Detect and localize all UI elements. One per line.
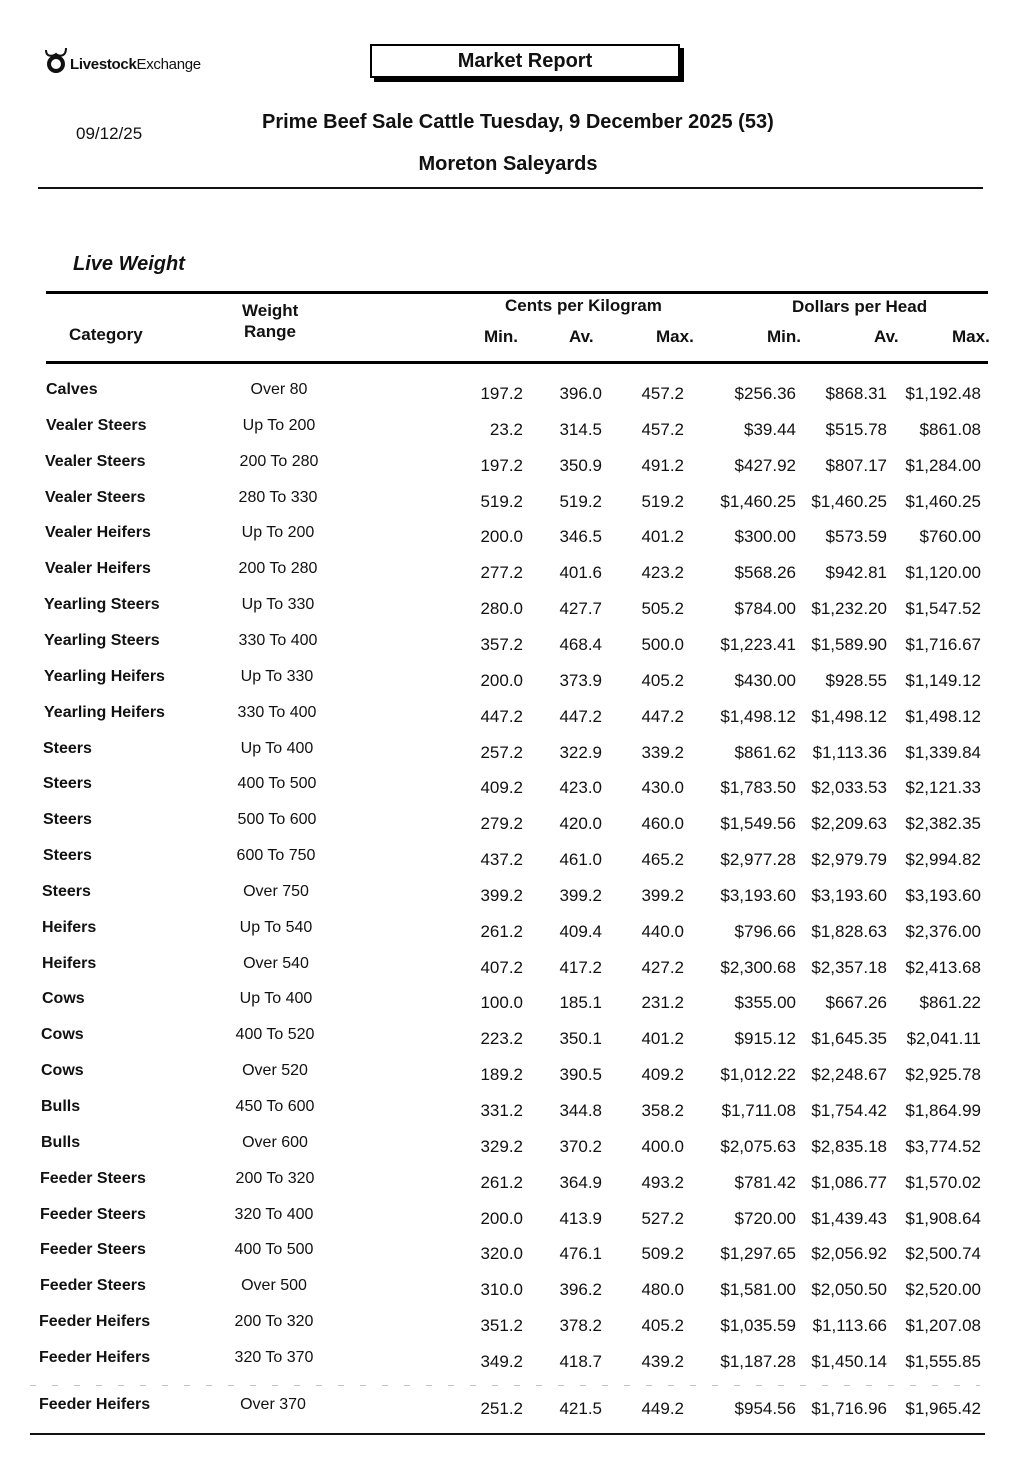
col-header-dollars-max: Max.	[952, 327, 990, 346]
cell-dollars-max: $2,925.78	[905, 1065, 981, 1085]
table-row	[0, 704, 1033, 740]
cell-dollars-min: $1,187.28	[720, 1351, 796, 1371]
cell-cents-av: 396.2	[559, 1280, 602, 1300]
cell-category: Cows	[42, 990, 85, 1008]
table-row	[0, 811, 1033, 847]
cell-dollars-min: $796.66	[734, 921, 796, 941]
col-group-dollars-per-head: Dollars per Head	[792, 297, 928, 316]
cell-dollars-max: $2,041.11	[906, 1029, 981, 1049]
col-header-category: Category	[69, 325, 143, 344]
table-row	[0, 1134, 1033, 1170]
table-row	[0, 1170, 1033, 1206]
cell-weight-range: Up To 400	[240, 739, 314, 757]
cell-cents-min: 223.2	[480, 1029, 523, 1049]
cell-category: Feeder Heifers	[39, 1348, 151, 1366]
cell-cents-max: 401.2	[641, 527, 684, 547]
cell-dollars-min: $2,300.68	[720, 957, 796, 977]
cell-cents-min: 329.2	[480, 1136, 523, 1156]
cell-category: Calves	[46, 381, 98, 398]
col-header-cents-min: Min.	[484, 327, 518, 346]
cell-weight-range: Up To 330	[241, 596, 315, 614]
cell-dollars-min: $427.92	[734, 455, 796, 475]
cell-dollars-av: $1,589.90	[811, 634, 887, 654]
report-date: 09/12/25	[76, 124, 143, 143]
cell-category: Yearling Heifers	[44, 667, 165, 685]
cell-weight-range: 280 To 330	[238, 488, 318, 506]
cell-cents-av: 476.1	[559, 1244, 602, 1264]
cell-dollars-max: $2,994.82	[905, 850, 981, 870]
cell-cents-max: 405.2	[641, 670, 684, 690]
cell-dollars-max: $1,460.25	[905, 491, 981, 511]
table-bottom-rule	[30, 1433, 985, 1435]
cell-cents-av: 346.5	[559, 527, 602, 547]
cell-category: Vealer Heifers	[45, 560, 151, 578]
cell-cents-max: 509.2	[641, 1244, 684, 1264]
table-header-top-rule	[46, 291, 988, 294]
cell-dollars-max: $3,193.60	[905, 885, 981, 905]
cell-cents-av: 468.4	[559, 634, 602, 654]
cell-dollars-max: $1,192.48	[905, 384, 981, 403]
cell-category: Feeder Steers	[40, 1241, 146, 1259]
cell-cents-max: 500.0	[641, 634, 684, 654]
cell-weight-range: Over 520	[242, 1062, 308, 1080]
cell-cents-av: 461.0	[559, 850, 602, 870]
venue-name: Moreton Saleyards	[418, 153, 598, 175]
table-row	[0, 1026, 1033, 1062]
cell-dollars-min: $1,581.00	[720, 1280, 796, 1300]
sale-title: Prime Beef Sale Cattle Tuesday, 9 December 2025 (53)	[262, 111, 774, 133]
cell-dollars-av: $2,050.50	[811, 1280, 887, 1300]
cell-cents-av: 423.0	[559, 778, 602, 798]
cell-dollars-min: $1,297.65	[720, 1244, 796, 1264]
cell-dollars-av: $515.78	[825, 419, 887, 439]
cell-category: Vealer Steers	[45, 452, 146, 470]
cell-category: Feeder Steers	[40, 1169, 146, 1187]
table-row	[0, 489, 1033, 525]
cell-weight-range: Up To 400	[239, 990, 313, 1008]
cell-cents-max: 457.2	[641, 419, 684, 439]
cell-cents-av: 370.2	[559, 1136, 602, 1156]
header-divider	[38, 187, 983, 189]
table-row	[0, 990, 1033, 1026]
table-row	[0, 668, 1033, 704]
table-row	[0, 560, 1033, 596]
cell-cents-min: 197.2	[480, 384, 523, 403]
cell-category: Bulls	[41, 1133, 81, 1151]
col-header-cents-av: Av.	[569, 327, 594, 346]
table-row	[0, 524, 1033, 560]
cell-dollars-av: $2,979.79	[811, 850, 887, 870]
cell-cents-max: 440.0	[641, 921, 684, 941]
cell-dollars-min: $1,012.22	[720, 1065, 796, 1085]
cell-cents-max: 447.2	[641, 706, 684, 726]
cell-dollars-av: $1,645.35	[811, 1029, 887, 1049]
col-header-weight: Weight	[242, 301, 299, 320]
cell-dollars-min: $2,977.28	[720, 850, 796, 870]
cell-dollars-min: $430.00	[734, 670, 796, 690]
cell-cents-min: 100.0	[480, 993, 523, 1013]
cell-dollars-av: $942.81	[825, 563, 887, 583]
cell-cents-max: 423.2	[641, 563, 684, 583]
cell-dollars-max: $1,120.00	[905, 563, 981, 583]
cell-cents-av: 322.9	[559, 742, 602, 762]
table-row	[0, 919, 1033, 955]
cell-cents-av: 413.9	[559, 1208, 602, 1228]
cell-dollars-min: $3,193.60	[720, 885, 796, 905]
cell-cents-min: 197.2	[480, 455, 523, 475]
cell-dollars-av: $2,835.18	[811, 1136, 887, 1156]
table-row	[0, 1241, 1033, 1277]
table-row	[0, 632, 1033, 668]
cell-dollars-max: $1,555.85	[905, 1351, 981, 1371]
cell-weight-range: Up To 200	[242, 416, 316, 434]
cell-weight-range: Up To 200	[241, 524, 315, 542]
cell-weight-range: 200 To 320	[234, 1313, 314, 1331]
cell-cents-av: 519.2	[559, 491, 602, 511]
cell-weight-range: Over 750	[243, 882, 309, 900]
cell-dollars-max: $1,908.64	[905, 1208, 981, 1228]
cell-cents-min: 447.2	[480, 706, 523, 726]
cell-weight-range: Up To 540	[239, 918, 313, 936]
cell-dollars-max: $2,520.00	[905, 1280, 981, 1300]
cell-cents-max: 505.2	[641, 599, 684, 619]
table-row	[0, 847, 1033, 883]
cell-cents-max: 439.2	[641, 1351, 684, 1371]
cell-cents-max: 449.2	[641, 1399, 684, 1418]
cell-dollars-min: $1,035.59	[720, 1316, 796, 1336]
cell-cents-min: 310.0	[480, 1280, 523, 1300]
cell-cents-av: 350.9	[559, 455, 602, 475]
cell-category: Bulls	[41, 1098, 81, 1115]
cell-dollars-max: $760.00	[919, 527, 981, 547]
cell-cents-min: 23.2	[489, 419, 523, 439]
cell-category: Vealer Steers	[45, 488, 146, 506]
report-label-text: Market Report	[457, 49, 593, 72]
cell-dollars-av: $807.17	[825, 455, 887, 475]
cell-cents-av: 399.2	[559, 885, 602, 905]
cell-cents-max: 358.2	[641, 1101, 684, 1120]
cell-cents-max: 519.2	[641, 491, 684, 511]
cell-cents-av: 401.6	[559, 563, 602, 583]
cell-dollars-max: $1,864.99	[905, 1101, 981, 1120]
cell-category: Yearling Steers	[44, 631, 160, 649]
table-row	[0, 883, 1033, 919]
cell-cents-max: 491.2	[641, 455, 684, 475]
cell-weight-range: 330 To 400	[237, 703, 317, 721]
cell-cents-min: 200.0	[480, 1208, 523, 1228]
cell-cents-min: 349.2	[480, 1351, 523, 1371]
cell-cents-min: 407.2	[480, 957, 523, 977]
cell-weight-range: 320 To 400	[234, 1205, 314, 1223]
cell-cents-max: 427.2	[641, 957, 684, 977]
cell-cents-min: 261.2	[480, 1172, 523, 1192]
col-group-cents-per-kg: Cents per Kilogram	[505, 296, 662, 315]
cell-cents-av: 373.9	[559, 670, 602, 690]
cell-dollars-av: $1,439.43	[811, 1208, 887, 1228]
cell-cents-max: 400.0	[641, 1136, 684, 1156]
cell-dollars-min: $39.44	[744, 419, 796, 439]
cell-weight-range: Over 540	[243, 954, 309, 972]
cell-category: Steers	[43, 775, 92, 793]
cell-category: Steers	[43, 811, 92, 829]
cell-weight-range: 400 To 520	[235, 1026, 315, 1044]
cell-weight-range: Over 600	[242, 1133, 308, 1151]
cell-cents-av: 364.9	[559, 1172, 602, 1192]
cell-cents-av: 447.2	[559, 706, 602, 726]
cell-dollars-av: $1,113.66	[812, 1316, 887, 1336]
cell-dollars-av: $3,193.60	[811, 885, 887, 905]
cell-cents-max: 339.2	[641, 742, 684, 762]
cell-category: Cows	[41, 1026, 84, 1044]
cell-dollars-min: $1,460.25	[720, 491, 796, 511]
cell-cents-max: 405.2	[641, 1316, 684, 1336]
cell-cents-av: 314.5	[559, 419, 602, 439]
cell-dollars-av: $2,209.63	[811, 814, 887, 834]
cell-cents-min: 357.2	[480, 634, 523, 654]
table-row	[0, 381, 1033, 417]
cell-dollars-av: $1,716.96	[811, 1399, 887, 1418]
cell-cents-min: 261.2	[480, 921, 523, 941]
cell-cents-av: 427.7	[559, 599, 602, 619]
cell-category: Steers	[42, 882, 91, 900]
cell-dollars-av: $868.31	[825, 384, 887, 403]
col-header-dollars-min: Min.	[767, 327, 801, 346]
cell-dollars-min: $1,549.56	[720, 814, 796, 834]
cell-cents-min: 279.2	[480, 814, 523, 834]
table-row	[0, 596, 1033, 632]
logo-text: LivestockExchange	[70, 56, 201, 73]
cell-weight-range: 200 To 320	[235, 1169, 315, 1187]
cell-cents-av: 421.5	[559, 1399, 602, 1418]
col-header-range: Range	[244, 322, 296, 341]
cell-category: Yearling Heifers	[44, 703, 165, 721]
col-header-dollars-av: Av.	[874, 327, 899, 346]
cell-dollars-av: $2,357.18	[811, 957, 887, 977]
cell-category: Feeder Heifers	[39, 1396, 151, 1413]
cell-cents-av: 417.2	[559, 957, 602, 977]
table-row	[0, 1062, 1033, 1098]
cell-weight-range: Over 370	[240, 1396, 306, 1413]
cell-dollars-max: $1,498.12	[905, 706, 981, 726]
cell-cents-min: 189.2	[480, 1065, 523, 1085]
cell-weight-range: Over 80	[250, 381, 308, 398]
cell-dollars-min: $954.56	[734, 1399, 796, 1418]
cell-dollars-max: $1,965.42	[905, 1399, 981, 1418]
cell-dollars-av: $573.59	[825, 527, 887, 547]
cell-dollars-max: $1,284.00	[905, 455, 981, 475]
cell-cents-max: 480.0	[641, 1280, 684, 1300]
cell-cents-av: 344.8	[559, 1101, 602, 1120]
cell-dollars-av: $2,033.53	[811, 778, 887, 798]
cell-cents-max: 457.2	[641, 384, 684, 403]
table-row	[0, 1206, 1033, 1242]
cell-dollars-min: $2,075.63	[720, 1136, 796, 1156]
livestock-exchange-logo	[44, 44, 201, 74]
cell-cents-av: 418.7	[559, 1351, 602, 1371]
cell-weight-range: 320 To 370	[234, 1348, 314, 1366]
cell-weight-range: 600 To 750	[236, 847, 316, 865]
cell-dollars-max: $861.22	[919, 993, 981, 1013]
cell-dollars-av: $1,828.63	[811, 921, 887, 941]
cell-weight-range: 400 To 500	[237, 775, 317, 793]
cell-dollars-av: $1,086.77	[811, 1172, 887, 1192]
cell-dollars-max: $1,339.84	[905, 742, 981, 762]
cell-dollars-av: $928.55	[825, 670, 887, 690]
cell-cents-min: 277.2	[480, 563, 523, 583]
table-row	[0, 955, 1033, 991]
cell-dollars-min: $355.00	[734, 993, 796, 1013]
cell-dollars-max: $2,376.00	[905, 921, 981, 941]
cell-weight-range: Up To 330	[240, 667, 314, 685]
cell-weight-range: 200 To 280	[239, 452, 319, 470]
cell-dollars-max: $1,207.08	[905, 1316, 981, 1336]
cell-dollars-min: $781.42	[734, 1172, 796, 1192]
cell-dollars-av: $2,248.67	[811, 1065, 887, 1085]
cell-weight-range: 500 To 600	[237, 811, 317, 829]
cell-dollars-max: $3,774.52	[905, 1136, 981, 1156]
cell-weight-range: 450 To 600	[235, 1098, 315, 1115]
bull-horns-icon	[44, 44, 68, 74]
cell-dollars-max: $1,149.12	[905, 670, 981, 690]
cell-cents-max: 231.2	[641, 993, 684, 1013]
cell-category: Heifers	[42, 954, 97, 972]
cell-dollars-av: $1,754.42	[811, 1101, 887, 1120]
cell-weight-range: 200 To 280	[238, 560, 318, 578]
cell-dollars-av: $1,232.20	[811, 599, 887, 619]
cell-cents-min: 280.0	[480, 599, 523, 619]
cell-cents-av: 378.2	[559, 1316, 602, 1336]
table-row	[0, 1277, 1033, 1313]
cell-dollars-min: $300.00	[734, 527, 796, 547]
table-row	[0, 1349, 1033, 1385]
cell-dollars-max: $2,413.68	[905, 957, 981, 977]
cell-dollars-max: $2,121.33	[905, 778, 981, 798]
cell-cents-min: 251.2	[480, 1399, 523, 1418]
cell-cents-min: 320.0	[480, 1244, 523, 1264]
cell-weight-range: 400 To 500	[234, 1241, 314, 1259]
cell-cents-max: 465.2	[641, 850, 684, 870]
section-title: Live Weight	[73, 253, 185, 275]
cell-cents-av: 350.1	[559, 1029, 602, 1049]
cell-dollars-min: $861.62	[734, 742, 796, 762]
cell-dollars-min: $1,783.50	[720, 778, 796, 798]
cell-cents-max: 493.2	[641, 1172, 684, 1192]
cell-dollars-av: $667.26	[825, 993, 887, 1013]
cell-cents-max: 460.0	[641, 814, 684, 834]
cell-dollars-min: $915.12	[734, 1029, 796, 1049]
cell-dollars-max: $1,547.52	[905, 599, 981, 619]
cell-cents-min: 409.2	[480, 778, 523, 798]
table-row	[0, 417, 1033, 453]
cell-category: Vealer Heifers	[45, 524, 151, 542]
cell-cents-av: 390.5	[559, 1065, 602, 1085]
scan-artifact	[30, 1385, 980, 1386]
cell-category: Feeder Heifers	[39, 1313, 151, 1331]
cell-dollars-av: $1,460.25	[811, 491, 887, 511]
table-header-bottom-rule	[46, 361, 988, 364]
cell-cents-av: 409.4	[559, 921, 602, 941]
cell-dollars-min: $1,223.41	[720, 634, 796, 654]
table-row	[0, 1396, 1033, 1432]
cell-dollars-min: $1,498.12	[720, 706, 796, 726]
cell-category: Steers	[43, 739, 92, 757]
cell-cents-min: 399.2	[480, 885, 523, 905]
cell-dollars-max: $2,500.74	[905, 1244, 981, 1264]
cell-weight-range: Over 500	[241, 1277, 307, 1295]
cell-weight-range: 330 To 400	[238, 631, 318, 649]
cell-cents-min: 519.2	[480, 491, 523, 511]
cell-category: Steers	[43, 847, 92, 865]
cell-cents-max: 430.0	[641, 778, 684, 798]
cell-cents-min: 257.2	[480, 742, 523, 762]
cell-category: Feeder Steers	[40, 1205, 146, 1223]
cell-dollars-av: $1,450.14	[811, 1351, 887, 1371]
cell-cents-av: 185.1	[559, 993, 602, 1013]
cell-dollars-max: $1,716.67	[905, 634, 981, 654]
col-header-cents-max: Max.	[656, 327, 694, 346]
cell-category: Cows	[41, 1062, 84, 1080]
cell-cents-min: 437.2	[480, 850, 523, 870]
cell-cents-min: 351.2	[480, 1316, 523, 1336]
cell-dollars-max: $2,382.35	[905, 814, 981, 834]
table-row	[0, 775, 1033, 811]
cell-dollars-max: $861.08	[919, 419, 981, 439]
cell-cents-max: 527.2	[641, 1208, 684, 1228]
cell-cents-av: 396.0	[559, 384, 602, 403]
cell-cents-min: 200.0	[480, 527, 523, 547]
cell-category: Heifers	[42, 918, 97, 936]
cell-cents-min: 331.2	[480, 1101, 523, 1120]
cell-dollars-min: $256.36	[734, 384, 796, 403]
cell-category: Vealer Steers	[46, 416, 147, 434]
cell-dollars-min: $568.26	[734, 563, 796, 583]
cell-dollars-min: $720.00	[734, 1208, 796, 1228]
cell-cents-av: 420.0	[559, 814, 602, 834]
cell-dollars-av: $1,498.12	[811, 706, 887, 726]
cell-category: Feeder Steers	[40, 1277, 146, 1295]
cell-cents-max: 401.2	[641, 1029, 684, 1049]
cell-dollars-min: $784.00	[734, 599, 796, 619]
cell-cents-min: 200.0	[480, 670, 523, 690]
cell-dollars-max: $1,570.02	[905, 1172, 981, 1192]
table-row	[0, 740, 1033, 776]
cell-dollars-av: $2,056.92	[811, 1244, 887, 1264]
table-row	[0, 453, 1033, 489]
cell-cents-max: 399.2	[641, 885, 684, 905]
cell-cents-max: 409.2	[641, 1065, 684, 1085]
cell-dollars-min: $1,711.08	[721, 1101, 796, 1120]
market-report-label	[370, 44, 680, 78]
table-row	[0, 1098, 1033, 1134]
table-row	[0, 1313, 1033, 1349]
cell-dollars-av: $1,113.36	[812, 742, 887, 762]
cell-category: Yearling Steers	[44, 596, 160, 614]
